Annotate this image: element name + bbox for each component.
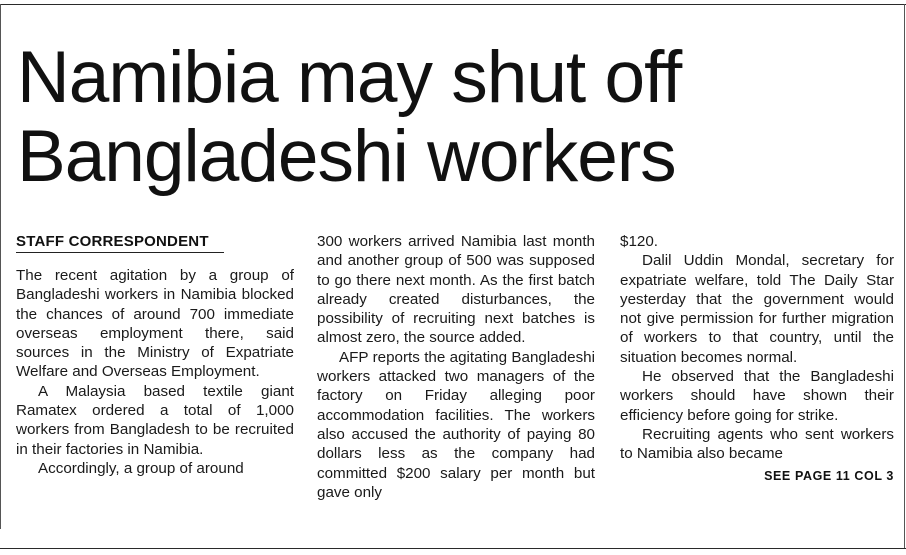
- left-rule: [0, 4, 1, 529]
- paragraph: $120.: [620, 233, 659, 250]
- article-column-3: [620, 232, 894, 486]
- byline-underline: [16, 252, 224, 253]
- continuation-reference[interactable]: SEE PAGE 11 COL 3: [764, 468, 894, 483]
- paragraph: Dalil Uddin Mondal, secretary for expatriate welfare, told The Daily Star yesterday that the government would not give permission for further migration of workers to that country, until the situation becomes normal.: [620, 252, 894, 366]
- byline: STAFF CORRESPONDENT: [16, 233, 209, 250]
- top-rule: [0, 4, 906, 5]
- paragraph: He observed that the Bangladeshi workers should have shown their efficiency before going for strike.: [620, 368, 894, 424]
- article-headline: Namibia may shut off Bangladeshi workers: [17, 37, 682, 197]
- paragraph: Recruiting agents who sent workers to Namibia also became: [620, 425, 894, 463]
- article-column-1: [16, 232, 294, 478]
- paragraph: AFP reports the agitating Bangladeshi workers attacked two managers of the factory on Friday alleging poor accommodation facilities. The workers also accused the authority of paying 80 dollars less as the company had committed $200 salary per month but gave only: [317, 348, 595, 501]
- bottom-rule: [0, 548, 906, 549]
- article-column-2: [317, 232, 595, 502]
- paragraph: The recent agitation by a group of Bangladeshi workers in Namibia blocked the chances of around 700 immediate overseas employment there, said sources in the Ministry of Expatriate Welfare and Overseas Employment.: [16, 267, 294, 381]
- right-rule: [904, 4, 905, 549]
- paragraph: 300 workers arrived Namibia last month and another group of 500 was supposed to go there next month. As the first batch already created disturbances, the possibility of recruiting next batches is almost zero, the source added.: [317, 233, 595, 347]
- paragraph: A Malaysia based textile giant Ramatex ordered a total of 1,000 workers from Bangladesh to be recruited in their factories in Namibia.: [16, 382, 294, 458]
- paragraph: Accordingly, a group of around: [38, 459, 244, 477]
